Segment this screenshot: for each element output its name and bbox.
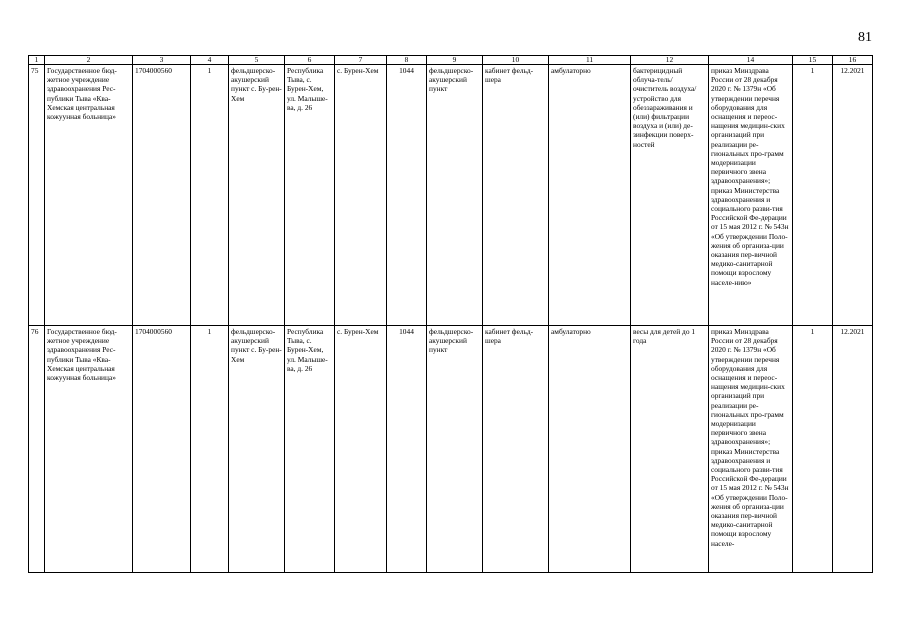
room-cell: кабинет фельд-шера	[483, 65, 549, 326]
quantity-cell: 1	[191, 326, 229, 573]
column-header: 15	[793, 56, 833, 65]
code-cell: 1704000560	[133, 65, 191, 326]
table-header-row	[29, 56, 873, 65]
address-cell: Республика Тыва, с. Бурен-Хем, ул. Малыше-ва, д. 26	[285, 65, 335, 326]
table-row	[29, 65, 873, 326]
care-cell: амбулаторно	[549, 326, 631, 573]
table-row	[29, 326, 873, 573]
column-header: 1	[29, 56, 45, 65]
column-header: 16	[833, 56, 873, 65]
date-cell: 12.2021	[833, 326, 873, 573]
code2-cell: 1044	[387, 65, 427, 326]
column-header: 11	[549, 56, 631, 65]
column-header: 9	[427, 56, 483, 65]
address-cell: Республика Тыва, с. Бурен-Хем, ул. Малыше-ва, д. 26	[285, 326, 335, 573]
unit-type-cell: фельдшерско-акушерский пункт	[427, 65, 483, 326]
unit-cell: фельдшерско-акушерский пункт с. Бу-рен-Хем	[229, 326, 285, 573]
column-header: 6	[285, 56, 335, 65]
equipment-cell: бактерицидный облуча-тель/очиститель воздуха/устройство для обеззараживания и (или) фильтрации воздуха и (или) де-зинфекции поверх-ностей	[631, 65, 709, 326]
row-number: 75	[29, 65, 45, 326]
column-header: 12	[631, 56, 709, 65]
column-header: 14	[709, 56, 793, 65]
equipment-table	[28, 55, 873, 573]
organization-cell: Государственное бюд-жетное учреждение здравоохранения Рес-публики Тыва «Ква-Хемская центральная кожуунная больница»	[45, 326, 133, 573]
room-cell: кабинет фельд-шера	[483, 326, 549, 573]
locality-cell: с. Бурен-Хем	[335, 65, 387, 326]
unit-cell: фельдшерско-акушерский пункт с. Бу-рен-Хем	[229, 65, 285, 326]
code2-cell: 1044	[387, 326, 427, 573]
quantity-cell: 1	[191, 65, 229, 326]
equipment-cell: весы для детей до 1 года	[631, 326, 709, 573]
organization-cell: Государственное бюд-жетное учреждение здравоохранения Рес-публики Тыва «Ква-Хемская центральная кожуунная больница»	[45, 65, 133, 326]
column-header: 10	[483, 56, 549, 65]
column-header: 5	[229, 56, 285, 65]
row-number: 76	[29, 326, 45, 573]
locality-cell: с. Бурен-Хем	[335, 326, 387, 573]
column-header: 7	[335, 56, 387, 65]
date-cell: 12.2021	[833, 65, 873, 326]
column-header: 8	[387, 56, 427, 65]
basis-cell: приказ Минздрава России от 28 декабря 2020 г. № 1379н «Об утверждении перечня оборудования для оснащения и переос-нащения медицин-ских организаций при реализации ре-гиональных про-грамм модернизации первичного звена здравоохранения»; приказ Министерства здравоохранения и социального разви-тия Российской Фе-дерации от 15 мая 2012 г. № 543н «Об утверждении Поло-жения об организа-ции оказания пер-вичной медико-санитарной помощи взрослому населе-	[709, 326, 793, 573]
care-cell: амбулаторно	[549, 65, 631, 326]
page-number: 81	[858, 30, 872, 45]
column-header: 2	[45, 56, 133, 65]
code-cell: 1704000560	[133, 326, 191, 573]
column-header: 3	[133, 56, 191, 65]
count-cell: 1	[793, 65, 833, 326]
count-cell: 1	[793, 326, 833, 573]
unit-type-cell: фельдшерско-акушерский пункт	[427, 326, 483, 573]
basis-cell: приказ Минздрава России от 28 декабря 2020 г. № 1379н «Об утверждении перечня оборудования для оснащения и переос-нащения медицин-ских организаций при реализации ре-гиональных про-грамм модернизации первичного звена здравоохранения»; приказ Министерства здравоохранения и социального разви-тия Российской Фе-дерации от 15 мая 2012 г. № 543н «Об утверждении Поло-жения об организа-ции оказания пер-вичной медико-санитарной помощи взрослому населе-нию»	[709, 65, 793, 326]
column-header: 4	[191, 56, 229, 65]
